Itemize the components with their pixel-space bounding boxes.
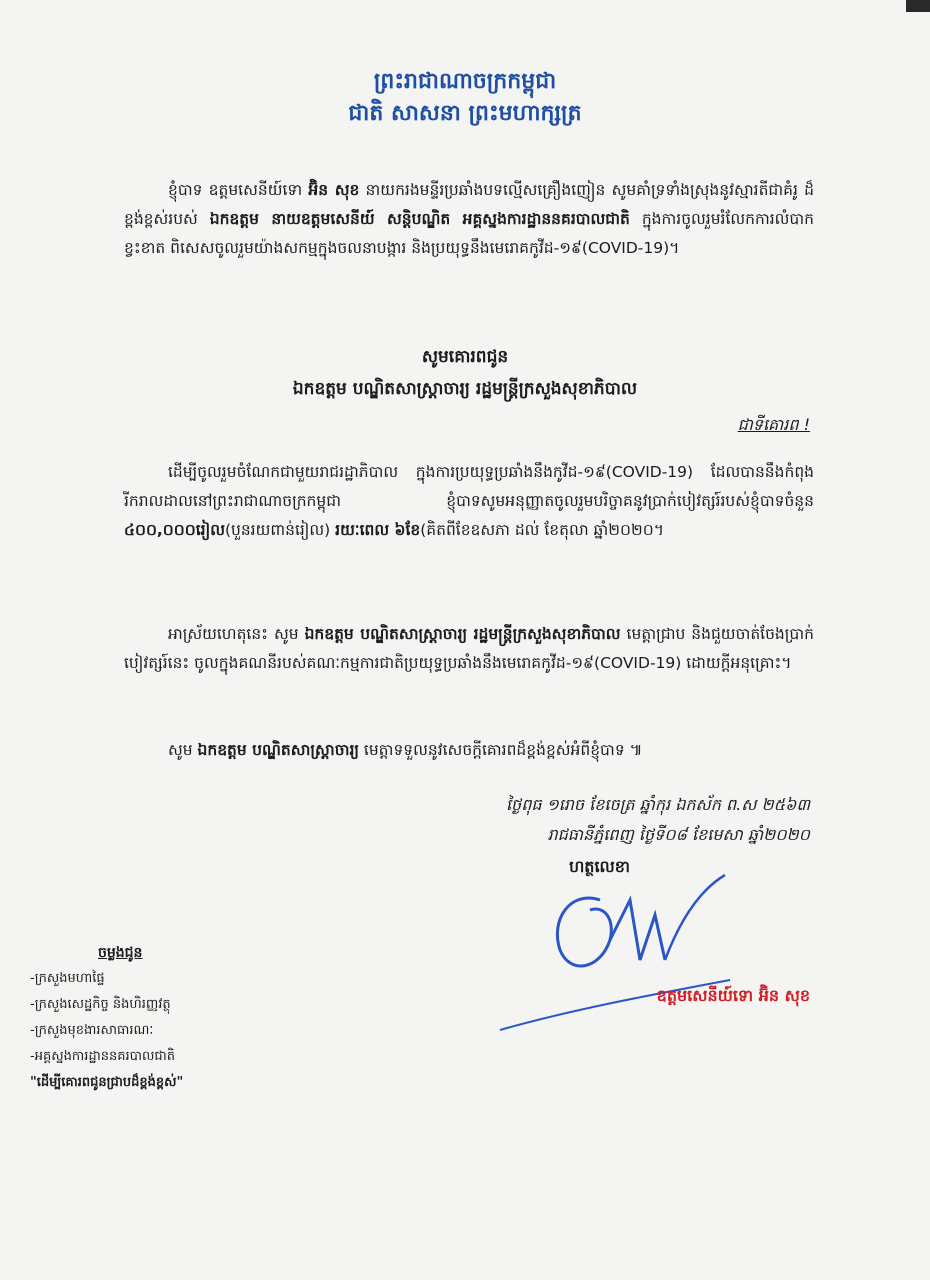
intro-text-3: ក្នុងការចូលរួមរំលែកការលំបាកខ្វះខាត ពិសេសចូលរួមយ៉ាងសកម្មក្នុងចលនាបង្ការ និងប្រយុទ្ធនឹងមេរោគកូវីដ-១៩(COVID-19)។ <box>124 210 815 257</box>
donation-text-3: (គិតពីខែឧសភា ដល់ ខែតុលា ឆ្នាំ២០២០។ <box>420 521 664 539</box>
cc-item: -ក្រសួងមហាផ្ទៃ <box>30 971 105 986</box>
letterhead <box>0 66 930 130</box>
closing-text-1: សូម <box>168 741 198 759</box>
sender-name: អ៊ិន សុខ <box>308 181 360 199</box>
donation-text-2: (បួនរយពាន់រៀល) <box>224 521 336 539</box>
intro-text-1: ខ្ញុំបាទ ឧត្តមសេនីយ៍ទោ <box>168 181 309 199</box>
cc-item: -ក្រសួងសេដ្ឋកិច្ច និងហិរញ្ញវត្ថុ <box>30 997 171 1012</box>
intro-paragraph <box>124 176 814 263</box>
cc-title: ចម្លងជូន <box>98 945 143 961</box>
scan-corner-mark <box>906 0 930 12</box>
nation-motto: ជាតិ សាសនា ព្រះមហាក្សត្រ <box>348 101 582 126</box>
request-paragraph <box>124 620 814 678</box>
closing-paragraph <box>124 736 814 765</box>
kingdom-title: ព្រះរាជាណាចក្រកម្ពុជា <box>373 69 557 94</box>
signer-name: ឧត្តមសេនីយ៍ទោ អ៊ិន សុខ <box>656 986 810 1005</box>
handwritten-signature <box>480 860 740 1040</box>
signature-label: ហត្ថលេខា <box>569 857 630 876</box>
minister-title: ឯកឧត្តម បណ្ឌិតសាស្ត្រាចារ្យ រដ្ឋមន្ត្រីក្រសួងសុខាភិបាល <box>304 625 621 643</box>
cc-item: -អគ្គស្នងការដ្ឋាននគរបាលជាតិ <box>30 1049 175 1064</box>
cc-note: "ដើម្បីគោរពជូនជ្រាបដ៏ខ្ពង់ខ្ពស់" <box>30 1075 184 1090</box>
request-text-1: អាស្រ័យហេតុនេះ សូម <box>168 625 305 643</box>
police-chief-title: ឯកឧត្តម នាយឧត្តមសេនីយ៍ សន្តិបណ្ឌិត អគ្គស្នងការដ្ឋាននគរបាលជាតិ <box>209 210 630 228</box>
donation-duration: រយៈពេល ៦ខែ <box>335 521 421 539</box>
intro-text-2: នាយករងមន្ទីរប្រឆាំងបទល្មើសគ្រឿងញៀន សូមគាំទ្រទាំងស្រុងនូវស្មារតីជាគំរូ ដ៏ខ្ពង់ខ្ពស់របស់ <box>124 181 815 228</box>
donation-text-1: ដើម្បីចូលរួមចំណែកជាមួយរាជរដ្ឋាភិបាល ក្នុងការប្រយុទ្ធប្រឆាំងនឹងកូវីដ-១៩(COVID-19) ដែលបាននឹងកំពុងរីករាលដាលនៅព្រះរាជាណាចក្រកម្ពុជា ខ្ញុំបាទសូមអនុញ្ញាតចូលរួមបរិច្ចាគនូវប្រាក់បៀវត្សរ៍របស់ខ្ញុំបាទចំនួន <box>124 463 814 510</box>
donation-amount: ៤០០,០០០រៀល <box>124 521 225 539</box>
cc-list <box>30 940 290 1096</box>
respect-suffix: ជាទីគោរព ! <box>737 415 810 434</box>
closing-title: ឯកឧត្តម បណ្ឌិតសាស្ត្រាចារ្យ <box>197 741 359 759</box>
solar-date: រាជធានីភ្នំពេញ ថ្ងៃទី០៨ ខែមេសា ឆ្នាំ២០២០ <box>547 825 810 844</box>
respect-line: សូមគោរពជូន <box>421 347 509 367</box>
closing-text-2: មេត្តាទទួលនូវសេចក្តីគោរពដ៏ខ្ពង់ខ្ពស់អំពីខ្ញុំបាទ ៕ <box>359 741 643 759</box>
cc-item: -ក្រសួងមុខងារសាធារណៈ <box>30 1023 154 1038</box>
recipient-title: ឯកឧត្តម បណ្ឌិតសាស្ត្រាចារ្យ រដ្ឋមន្ត្រីក្រសួងសុខាភិបាល <box>292 379 638 399</box>
lunar-date: ថ្ងៃពុធ ១រោច ខែចេត្រ ឆ្នាំកុរ ឯកស័ក ព.ស ២៥៦៣ <box>505 795 810 814</box>
request-text-2: មេត្តាជ្រាប និងជួយចាត់ចែងប្រាក់បៀវត្សរ៍នេះ ចូលក្នុងគណនីរបស់គណៈកម្មការជាតិប្រយុទ្ធប្រឆាំងនឹងមេរោគកូវីដ-១៩(COVID-19) ដោយក្តីអនុគ្រោះ។ <box>124 625 814 672</box>
donation-paragraph <box>124 458 814 545</box>
